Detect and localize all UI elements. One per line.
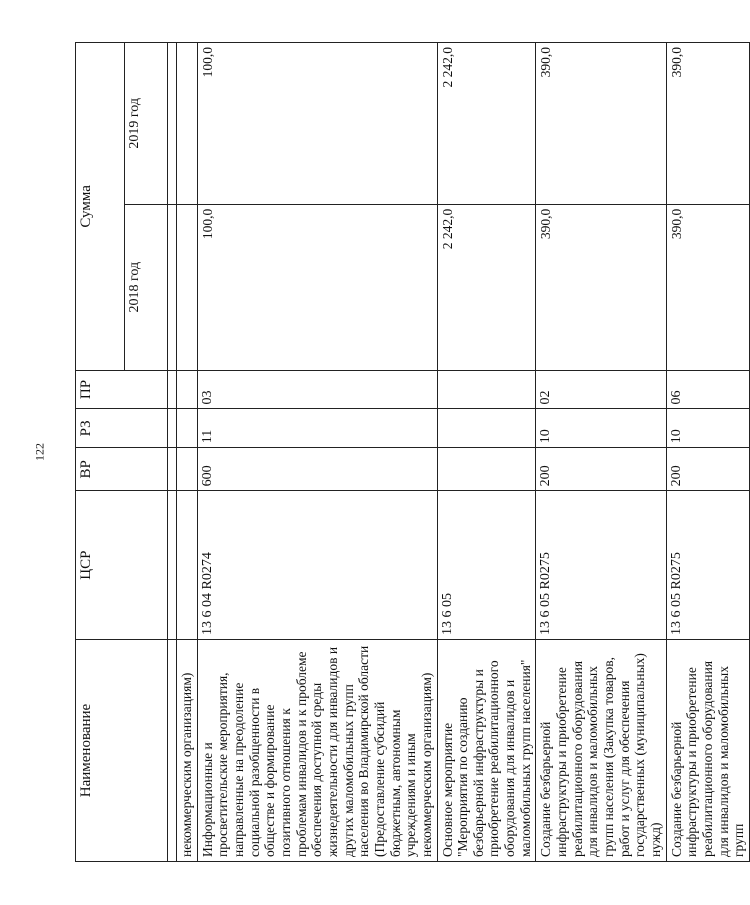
cell-y2018: 100,0	[197, 204, 437, 370]
cell-csr: 13 6 05	[437, 491, 536, 640]
cell-y2019: 390,0	[536, 43, 666, 205]
column-header-csr: ЦСР	[76, 491, 168, 640]
cell-y2018: 390,0	[666, 204, 749, 370]
cell-vr: 600	[197, 448, 437, 491]
cell-name: Создание безбарьерной инфраструктуры и приобретение реабилитационного оборудования для инвалидов и маломобильных групп населения (Закупка товаров, работ и услуг для обеспечения государственных (муниципальных) нужд)	[536, 640, 666, 862]
table-row	[437, 43, 536, 862]
cell-csr	[177, 491, 198, 640]
cell-rz	[437, 409, 536, 448]
cell-pr: 03	[197, 370, 437, 409]
column-header-2019: 2019 год	[125, 43, 168, 205]
rotated-page	[75, 42, 747, 862]
cell-y2018: 390,0	[536, 204, 666, 370]
cell-y2019: 390,0	[666, 43, 749, 205]
cell-csr: 13 6 05 R0275	[666, 491, 749, 640]
table-row	[666, 43, 749, 862]
table-row	[177, 43, 198, 862]
cell-name: Создание безбарьерной инфраструктуры и приобретение реабилитационного оборудования для инвалидов и маломобильных групп	[666, 640, 749, 862]
column-header-rz: РЗ	[76, 409, 168, 448]
cell-rz: 10	[666, 409, 749, 448]
cell-y2019: 2 242,0	[437, 43, 536, 205]
cell-y2018: 2 242,0	[437, 204, 536, 370]
cell-vr: 200	[536, 448, 666, 491]
cell-vr	[437, 448, 536, 491]
column-header-2018: 2018 год	[125, 204, 168, 370]
cell-name: Информационные и просветительские мероприятия, направленные на преодоление социальной разобщенности в обществе и формирование позитивного отношения к проблемам инвалидов и к проблеме обеспечения доступной среды жизнедеятельности для инвалидов и других маломобильных групп населения во Владимирской области (Предоставление субсидий бюджетным, автономным учреждениям и иным некоммерческим организациям)	[197, 640, 437, 862]
page-number: 122	[32, 443, 47, 461]
column-header-sum: Сумма	[76, 43, 125, 371]
column-header-pr: ПР	[76, 370, 168, 409]
cell-csr: 13 6 05 R0275	[536, 491, 666, 640]
cell-name: некоммерческим организациям)	[177, 640, 198, 862]
cell-pr	[437, 370, 536, 409]
cell-pr	[177, 370, 198, 409]
table-row	[536, 43, 666, 862]
cell-name: Основное мероприятие "Мероприятия по созданию безбарьерной инфраструктуры и приобретение реабилитационного оборудования для инвалидов и маломобильных групп населения"	[437, 640, 536, 862]
cell-rz: 10	[536, 409, 666, 448]
cell-y2019: 100,0	[197, 43, 437, 205]
column-header-name: Наименование	[76, 640, 168, 862]
cell-pr: 06	[666, 370, 749, 409]
cell-csr: 13 6 04 R0274	[197, 491, 437, 640]
cell-pr: 02	[536, 370, 666, 409]
cell-rz	[177, 409, 198, 448]
cell-vr: 200	[666, 448, 749, 491]
cell-vr	[177, 448, 198, 491]
budget-table	[75, 42, 750, 862]
header-row	[76, 43, 125, 862]
table-body	[177, 43, 750, 862]
cell-y2018	[177, 204, 198, 370]
cell-y2019	[177, 43, 198, 205]
table-row	[197, 43, 437, 862]
spacer-row	[168, 43, 177, 862]
cell-rz: 11	[197, 409, 437, 448]
column-header-vr: ВР	[76, 448, 168, 491]
